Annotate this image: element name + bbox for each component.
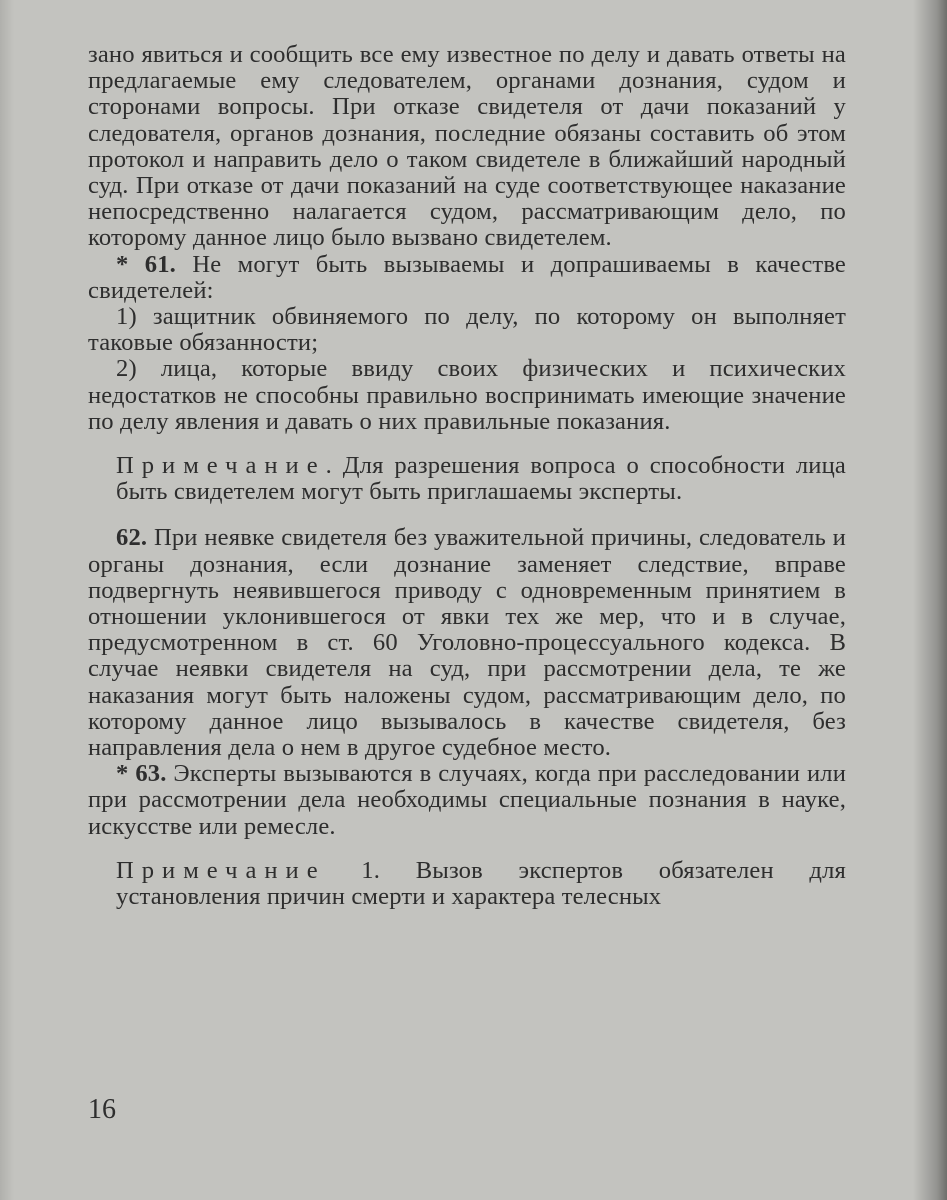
page-number: 16 bbox=[88, 1094, 116, 1125]
article-62-text: При неявке свидетеля без уважительной причины, следователь и органы дознания, если дознание заменяет следствие, вправе подвергнуть неявившегося приводу с одновременным принятием в отношении уклонившегося от явки тех же мер, что и в случае, предусмотренном в ст. 60 Уголовно-процессуального кодекса. В случае неявки свидетеля на суд, при рассмотрении дела, те же наказания могут быть наложены судом, рассматривающим дело, по которому данное лицо вызывалось в качестве свидетеля, без направления дела о нем в другое судебное место. bbox=[88, 524, 846, 762]
article-61-number: * 61. bbox=[116, 250, 176, 278]
article-63 bbox=[88, 761, 846, 840]
page-body bbox=[88, 42, 846, 910]
note-61-text: . Для разрешения вопроса о способности лица быть свидетелем могут быть приглашаемы эксперты. bbox=[116, 452, 846, 506]
article-62 bbox=[88, 525, 846, 761]
article-61 bbox=[88, 252, 846, 304]
note-61 bbox=[88, 453, 846, 505]
spacer bbox=[88, 505, 846, 525]
note-63-text: 1. Вызов экспертов обязателен для установления причин смерти и характера телесных bbox=[116, 856, 846, 911]
note-63-label: Примечание bbox=[116, 856, 326, 884]
article-63-number: * 63. bbox=[116, 760, 167, 788]
note-63 bbox=[88, 858, 846, 910]
spacer bbox=[88, 840, 846, 858]
page-edge-shadow-left bbox=[0, 0, 14, 1200]
article-61-text: Не могут быть вызываемы и допрашиваемы в качестве свидетелей: bbox=[88, 250, 847, 304]
article-61-item-1: 1) защитник обвиняемого по делу, по которому он выполняет таковые обязанности; bbox=[88, 303, 846, 357]
page-edge-shadow-right bbox=[913, 0, 947, 1200]
spacer bbox=[88, 435, 846, 453]
article-63-text: Эксперты вызываются в случаях, когда при расследовании или при рассмотрении дела необходимы специальные познания в науке, искусстве или ремесле. bbox=[88, 760, 846, 840]
paragraph-continuation: зано явиться и сообщить все ему известное по делу и давать ответы на предлагаемые ему следователем, органами дознания, судом и сторонами вопросы. При отказе свидетеля от дачи показаний у следователя, органов дознания, последние обязаны составить об этом протокол и направить дело о таком свидетеле в ближайший народный суд. При отказе от дачи показаний на суде соответствующее наказание непосредственно налагается судом, рассматривающим дело, по которому данное лицо было вызвано свидетелем. bbox=[88, 41, 846, 252]
note-61-label: Примечание bbox=[116, 452, 326, 480]
article-62-number: 62. bbox=[116, 524, 148, 552]
article-61-item-2: 2) лица, которые ввиду своих физических и психических недостатков не способны правильно воспринимать имеющие значение по делу явления и давать о них правильные показания. bbox=[88, 355, 846, 435]
